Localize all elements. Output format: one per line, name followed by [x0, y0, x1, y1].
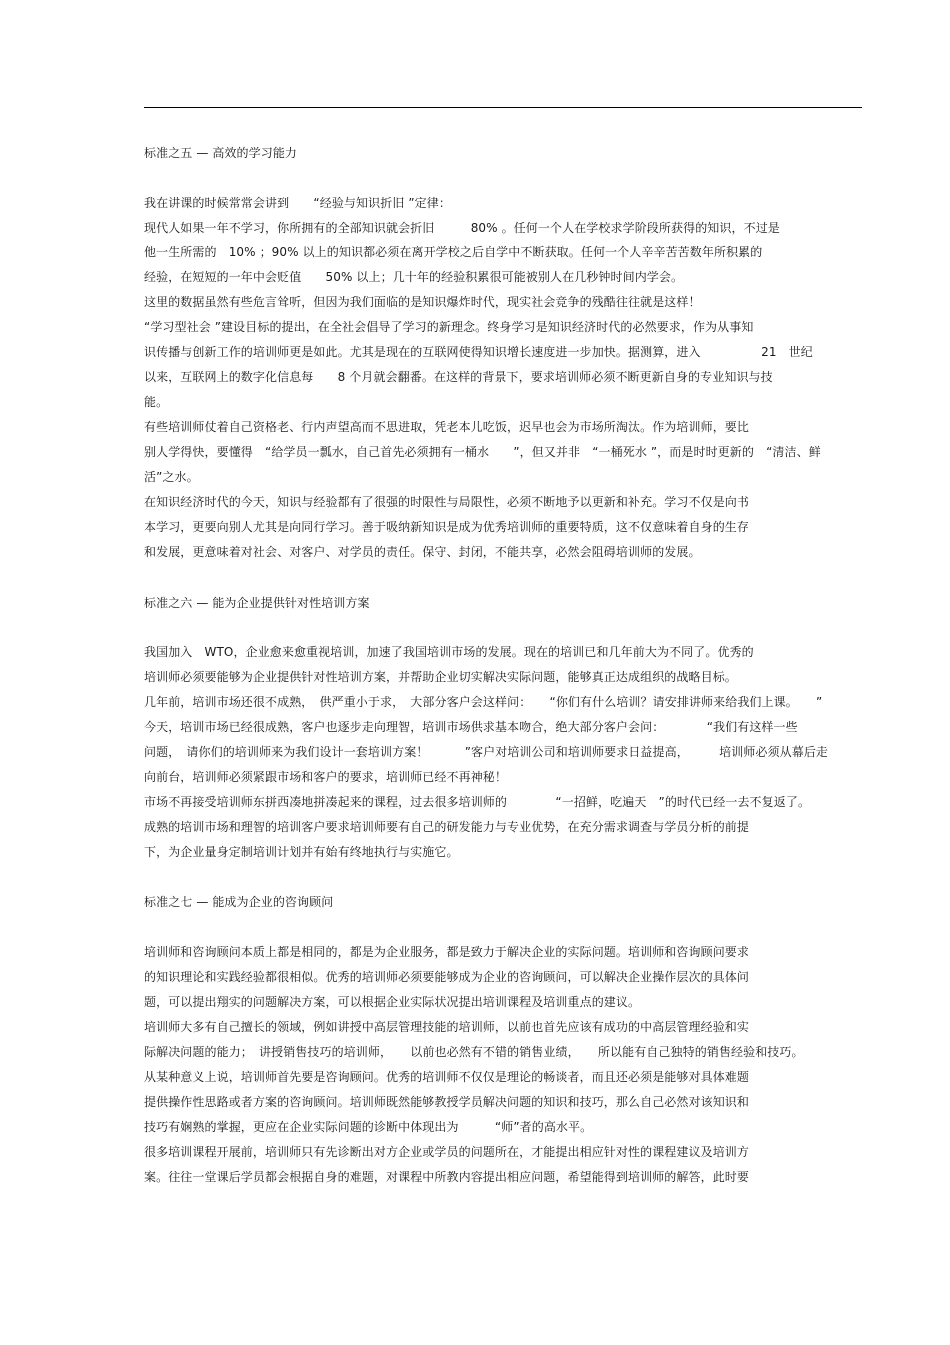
paragraph-line: 在知识经济时代的今天，知识与经验都有了很强的时限性与局限性，必须不断地予以更新和补充。学习不仅是向书	[144, 495, 750, 509]
paragraph-line: 向前台，培训师必须紧跟市场和客户的要求，培训师已经不再神秘！	[144, 770, 508, 784]
paragraph-line: “学习型社会 ”建设目标的提出，在全社会倡导了学习的新理念。终身学习是知识经济时代的必然要求，作为从事知	[144, 320, 754, 334]
header-rule	[144, 107, 862, 108]
paragraph-line: 我在讲课的时候常常会讲到 “经验与知识折旧 ”定律：	[144, 196, 451, 210]
paragraph-line: 这里的数据虽然有些危言耸听，但因为我们面临的是知识爆炸时代，现实社会竞争的残酷往往就是这样！	[144, 295, 701, 309]
paragraph-line: 培训师大多有自己擅长的领域，例如讲授中高层管理技能的培训师，以前也首先应该有成功的中高层管理经验和实	[144, 1020, 750, 1034]
paragraph-line: 有些培训师仗着自己资格老、行内声望高而不思进取，凭老本儿吃饭，迟早也会为市场所淘汰。作为培训师，要比	[144, 420, 750, 434]
heading-standard-5: 标准之五 — 高效的学习能力	[144, 146, 298, 160]
paragraph-line: 下，为企业量身定制培训计划并有始有终地执行与实施它。	[144, 845, 459, 859]
paragraph-line: 技巧有娴熟的掌握，更应在企业实际问题的诊断中体现出为 “师”者的高水平。	[144, 1120, 593, 1134]
heading-standard-6: 标准之六 — 能为企业提供针对性培训方案	[144, 596, 370, 610]
paragraph-line: 现代人如果一年不学习，你所拥有的全部知识就会折旧 80% 。任何一个人在学校求学阶段所获得的知识，不过是	[144, 221, 780, 235]
paragraph-line: 培训师和咨询顾问本质上都是相同的，都是为企业服务，都是致力于解决企业的实际问题。培训师和咨询顾问要求	[144, 945, 750, 959]
paragraph-line: 他一生所需的 10% ；90% 以上的知识都必须在离开学校之后自学中不断获取。任何一个人辛辛苦苦数年所积累的	[144, 245, 763, 259]
paragraph-line: 活”之水。	[144, 470, 199, 484]
paragraph-line: 从某种意义上说，培训师首先要是咨询顾问。优秀的培训师不仅仅是理论的畅谈者，而且还必须是能够对具体难题	[144, 1070, 750, 1084]
heading-standard-7: 标准之七 — 能成为企业的咨询顾问	[144, 895, 334, 909]
paragraph-line: 能。	[144, 395, 169, 409]
paragraph-line: 市场不再接受培训师东拼西凑地拼凑起来的课程，过去很多培训师的 “一招鲜，吃遍天 ”的时代已经一去不复返了。	[144, 795, 811, 809]
paragraph-line: 题，可以提出翔实的问题解决方案，可以根据企业实际状况提出培训课程及培训重点的建议。	[144, 995, 641, 1009]
paragraph-line: 识传播与创新工作的培训师更是如此。尤其是现在的互联网使得知识增长速度进一步加快。据测算，进入 21 世纪	[144, 345, 813, 359]
paragraph-line: 本学习，更要向别人尤其是向同行学习。善于吸纳新知识是成为优秀培训师的重要特质，这不仅意味着自身的生存	[144, 520, 750, 534]
paragraph-line: 培训师必须要能够为企业提供针对性培训方案，并帮助企业切实解决实际问题，能够真正达成组织的战略目标。	[144, 670, 737, 684]
paragraph-line: 很多培训课程开展前，培训师只有先诊断出对方企业或学员的问题所在，才能提出相应针对性的课程建议及培训方	[144, 1145, 750, 1159]
paragraph-line: 问题， 请你们的培训师来为我们设计一套培训方案！ ”客户对培训公司和培训师要求日益提高， 培训师必须从幕后走	[144, 745, 829, 759]
paragraph-line: 别人学得快，要懂得 “给学员一瓢水，自己首先必须拥有一桶水 ”，但又并非 “一桶死水 ”，而是时时更新的 “清洁、鲜	[144, 445, 821, 459]
paragraph-line: 提供操作性思路或者方案的咨询顾问。培训师既然能够教授学员解决问题的知识和技巧，那么自己必然对该知识和	[144, 1095, 750, 1109]
paragraph-line: 经验，在短短的一年中会贬值 50% 以上；几十年的经验积累很可能被别人在几秒钟时间内学会。	[144, 270, 684, 284]
paragraph-line: 我国加入 WTO，企业愈来愈重视培训，加速了我国培训市场的发展。现在的培训已和几年前大为不同了。优秀的	[144, 645, 754, 659]
paragraph-line: 和发展，更意味着对社会、对客户、对学员的责任。保守、封闭，不能共享，必然会阻碍培训师的发展。	[144, 545, 701, 559]
paragraph-line: 际解决问题的能力； 讲授销售技巧的培训师， 以前也必然有不错的销售业绩， 所以能有自己独特的销售经验和技巧。	[144, 1045, 804, 1059]
paragraph-line: 的知识理论和实践经验都很相似。优秀的培训师必须要能够成为企业的咨询顾问，可以解决企业操作层次的具体问	[144, 970, 750, 984]
paragraph-line: 成熟的培训市场和理智的培训客户要求培训师要有自己的研发能力与专业优势，在充分需求调查与学员分析的前提	[144, 820, 750, 834]
paragraph-line: 以来，互联网上的数字化信息每 8 个月就会翻番。在这样的背景下，要求培训师必须不断更新自身的专业知识与技	[144, 370, 773, 384]
paragraph-line: 案。往往一堂课后学员都会根据自身的难题，对课程中所教内容提出相应问题，希望能得到培训师的解答，此时要	[144, 1170, 750, 1184]
paragraph-line: 几年前，培训市场还很不成熟， 供严重小于求， 大部分客户会这样问： “你们有什么培训？请安排讲师来给我们上课。 ”	[144, 695, 823, 709]
paragraph-line: 今天，培训市场已经很成熟，客户也逐步走向理智，培训市场供求基本吻合，绝大部分客户会问： “我们有这样一些	[144, 720, 798, 734]
